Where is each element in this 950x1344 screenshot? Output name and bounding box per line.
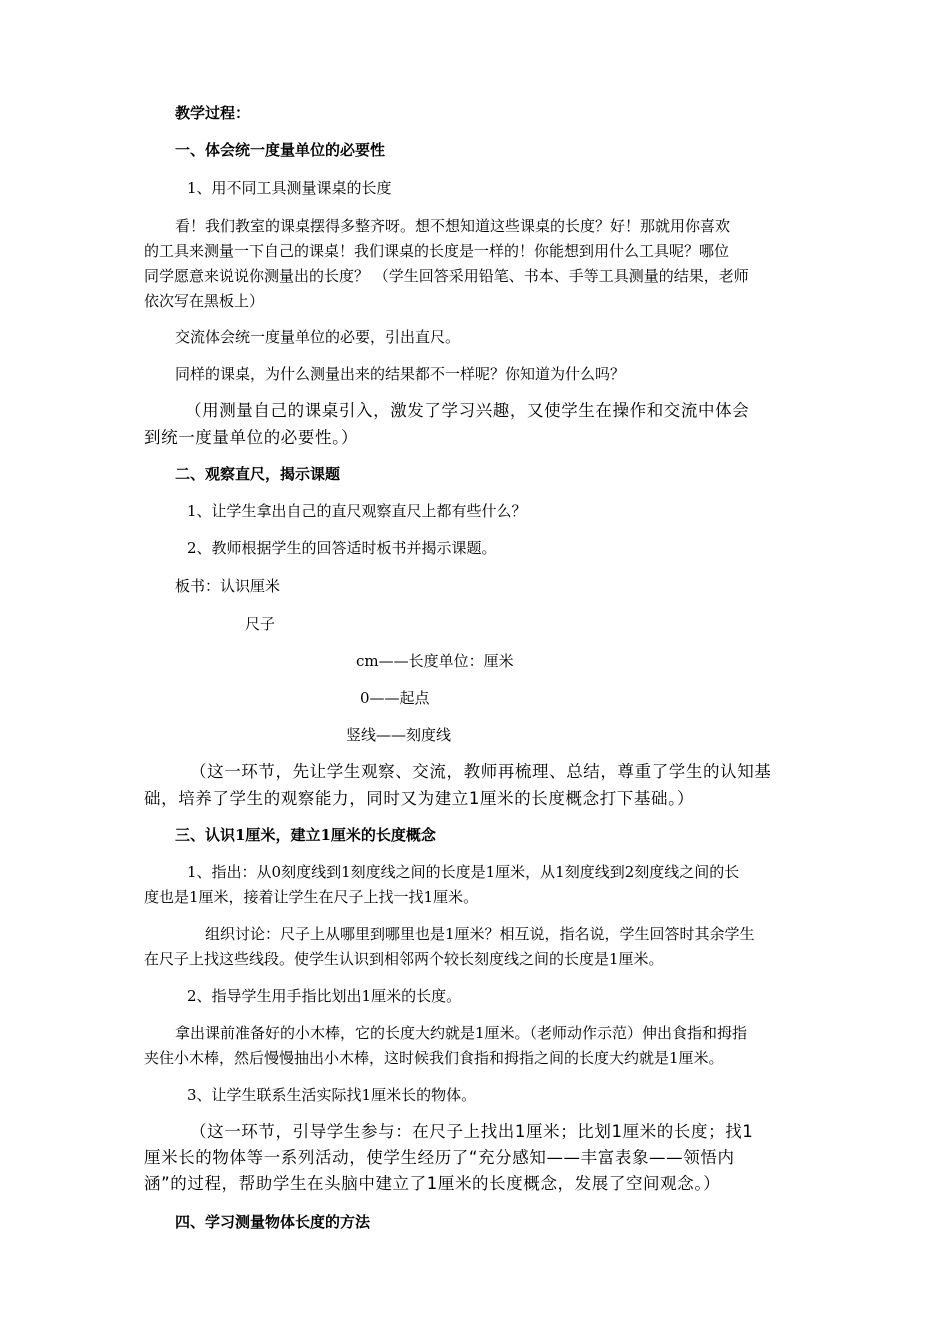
board-cm: cm——长度单位：厘米 bbox=[356, 652, 514, 670]
section2-item2: 2、教师根据学生的回答适时板书并揭示课题。 bbox=[187, 539, 497, 557]
section3-comment-line3: 涵”的过程，帮助学生在头脑中建立了1厘米的长度概念，发展了空间观念。） bbox=[144, 1174, 721, 1193]
section1-para3: 同样的课桌，为什么测量出来的结果都不一样呢？你知道为什么吗？ bbox=[175, 365, 626, 383]
section3-title: 三、认识1厘米，建立1厘米的长度概念 bbox=[175, 826, 436, 844]
section3-discussion-line1: 组织讨论：尺子上从哪里到哪里也是1厘米？相互说，指名说，学生回答时其余学生 bbox=[205, 925, 755, 943]
section1-title: 一、体会统一度量单位的必要性 bbox=[175, 141, 386, 159]
section3-item1-line2: 度也是1厘米，接着让学生在尺子上找一找1厘米。 bbox=[144, 888, 479, 906]
section1-para1-line1: 看！我们教室的课桌摆得多整齐呀。想不想知道这些课桌的长度？好！那就用你喜欢 bbox=[175, 217, 731, 235]
section3-discussion-line2: 在尺子上找这些线段。使学生认识到相邻两个较长刻度线之间的长度是1厘米。 bbox=[144, 950, 664, 968]
section1-para2: 交流体会统一度量单位的必要，引出直尺。 bbox=[175, 328, 461, 346]
section3-para-line2: 夹住小木棒，然后慢慢抽出小木棒，这时候我们食指和拇指之间的长度大约就是1厘米。 bbox=[144, 1049, 724, 1067]
section3-item3: 3、让学生联系生活实际找1厘米长的物体。 bbox=[187, 1086, 477, 1104]
section3-item2: 2、指导学生用手指比划出1厘米的长度。 bbox=[187, 987, 462, 1005]
board-label: 板书：认识厘米 bbox=[175, 577, 281, 595]
section1-para1-line2: 的工具来测量一下自己的课桌！我们课桌的长度是一样的！你能想到用什么工具呢？哪位 bbox=[144, 242, 730, 260]
section1-item1: 1、用不同工具测量课桌的长度 bbox=[187, 179, 392, 197]
section3-para-line1: 拿出课前准备好的小木棒，它的长度大约就是1厘米。（老师动作示范）伸出食指和拇指 bbox=[175, 1024, 748, 1042]
section3-comment-line1: （这一环节，引导学生参与：在尺子上找出1厘米；比划1厘米的长度；找1 bbox=[190, 1122, 754, 1141]
section1-para1-line3: 同学愿意来说说你测量出的长度？ （学生回答采用铅笔、书本、手等工具测量的结果，老师 bbox=[144, 267, 749, 285]
section3-comment-line2: 厘米长的物体等一系列活动，使学生经历了“充分感知——丰富表象——领悟内 bbox=[144, 1148, 735, 1167]
section3-item1-line1: 1、指出：从0刻度线到1刻度线之间的长度是1厘米，从1刻度线到2刻度线之间的长 bbox=[187, 863, 740, 881]
process-heading: 教学过程： bbox=[175, 104, 251, 122]
section1-comment-line2: 到统一度量单位的必要性。） bbox=[144, 428, 359, 447]
section1-comment-line1: （用测量自己的课桌引入，激发了学习兴趣，又使学生在操作和交流中体会 bbox=[185, 401, 750, 420]
section1-para1-line4: 依次写在黑板上） bbox=[144, 292, 265, 310]
section2-comment-line1: （这一环节，先让学生观察、交流，教师再梳理、总结，尊重了学生的认知基 bbox=[190, 762, 772, 781]
board-zero: 0——起点 bbox=[360, 689, 430, 707]
section4-title: 四、学习测量物体长度的方法 bbox=[175, 1213, 371, 1231]
section2-comment-line2: 础，培养了学生的观察能力，同时又为建立1厘米的长度概念打下基础。） bbox=[144, 789, 695, 808]
board-line: 竖线——刻度线 bbox=[346, 726, 452, 744]
board-ruler: 尺子 bbox=[245, 615, 276, 633]
section2-title: 二、观察直尺，揭示课题 bbox=[175, 465, 341, 483]
section2-item1: 1、让学生拿出自己的直尺观察直尺上都有些什么？ bbox=[187, 502, 527, 520]
